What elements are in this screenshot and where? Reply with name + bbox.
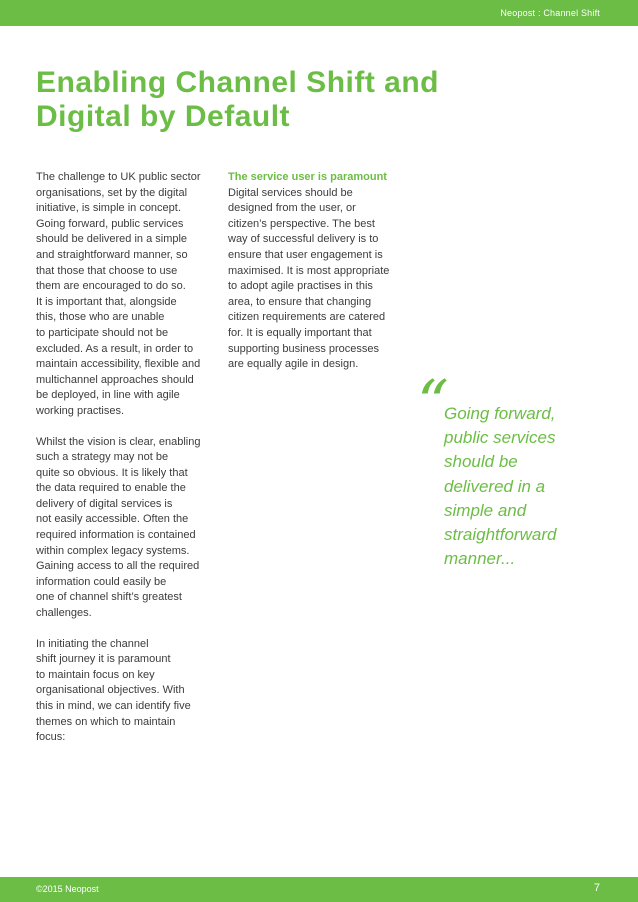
page-title: Enabling Channel Shift and Digital by Default xyxy=(36,66,439,133)
right-column xyxy=(228,170,412,373)
quote-mark-icon: “ xyxy=(417,366,449,439)
header-bar xyxy=(0,0,638,26)
paragraph-intro: The challenge to UK public sector organisations, set by the digital initiative, is simple in concept. Going forward, public services should be delivered in a simple and straightforward manner, so that those that choose to use them are encouraged to do so. It is important that, alongside this, those who are unable to participate should not be excluded. As a result, in order to maintain accessibility, flexible and multichannel approaches should be deployed, in line with agile working practises. xyxy=(36,171,201,417)
paragraph-initiating: In initiating the channel shift journey it is paramount to maintain focus on key organisational objectives. With this in mind, we can identify five themes on which to maintain focus: xyxy=(36,637,191,744)
footer-bar xyxy=(0,877,638,902)
page-number: 7 xyxy=(593,882,600,894)
copyright: ©2015 Neopost xyxy=(36,884,99,894)
left-column xyxy=(36,170,220,761)
section-body: Digital services should be designed from the user, or citizen’s perspective. The best way of successful delivery is to ensure that user engagement is maximised. It is most appropriate to adopt agile practises in this area, to ensure that changing citizen requirements are catered for. It is equally important that supporting business processes are equally agile in design. xyxy=(228,186,390,371)
pull-quote: Going forward, public services should be delivered in a simple and straightforward manner... xyxy=(444,404,557,569)
running-title: Neopost : Channel Shift xyxy=(500,8,600,18)
paragraph-vision: Whilst the vision is clear, enabling such a strategy may not be quite so obvious. It is likely that the data required to enable the delivery of digital services is not easily accessible. Often the required information is contained within complex legacy systems. Gaining access to all the required information could easily be one of channel shift’s greatest challenges. xyxy=(36,435,201,620)
section-subheading: The service user is paramount xyxy=(228,171,387,183)
